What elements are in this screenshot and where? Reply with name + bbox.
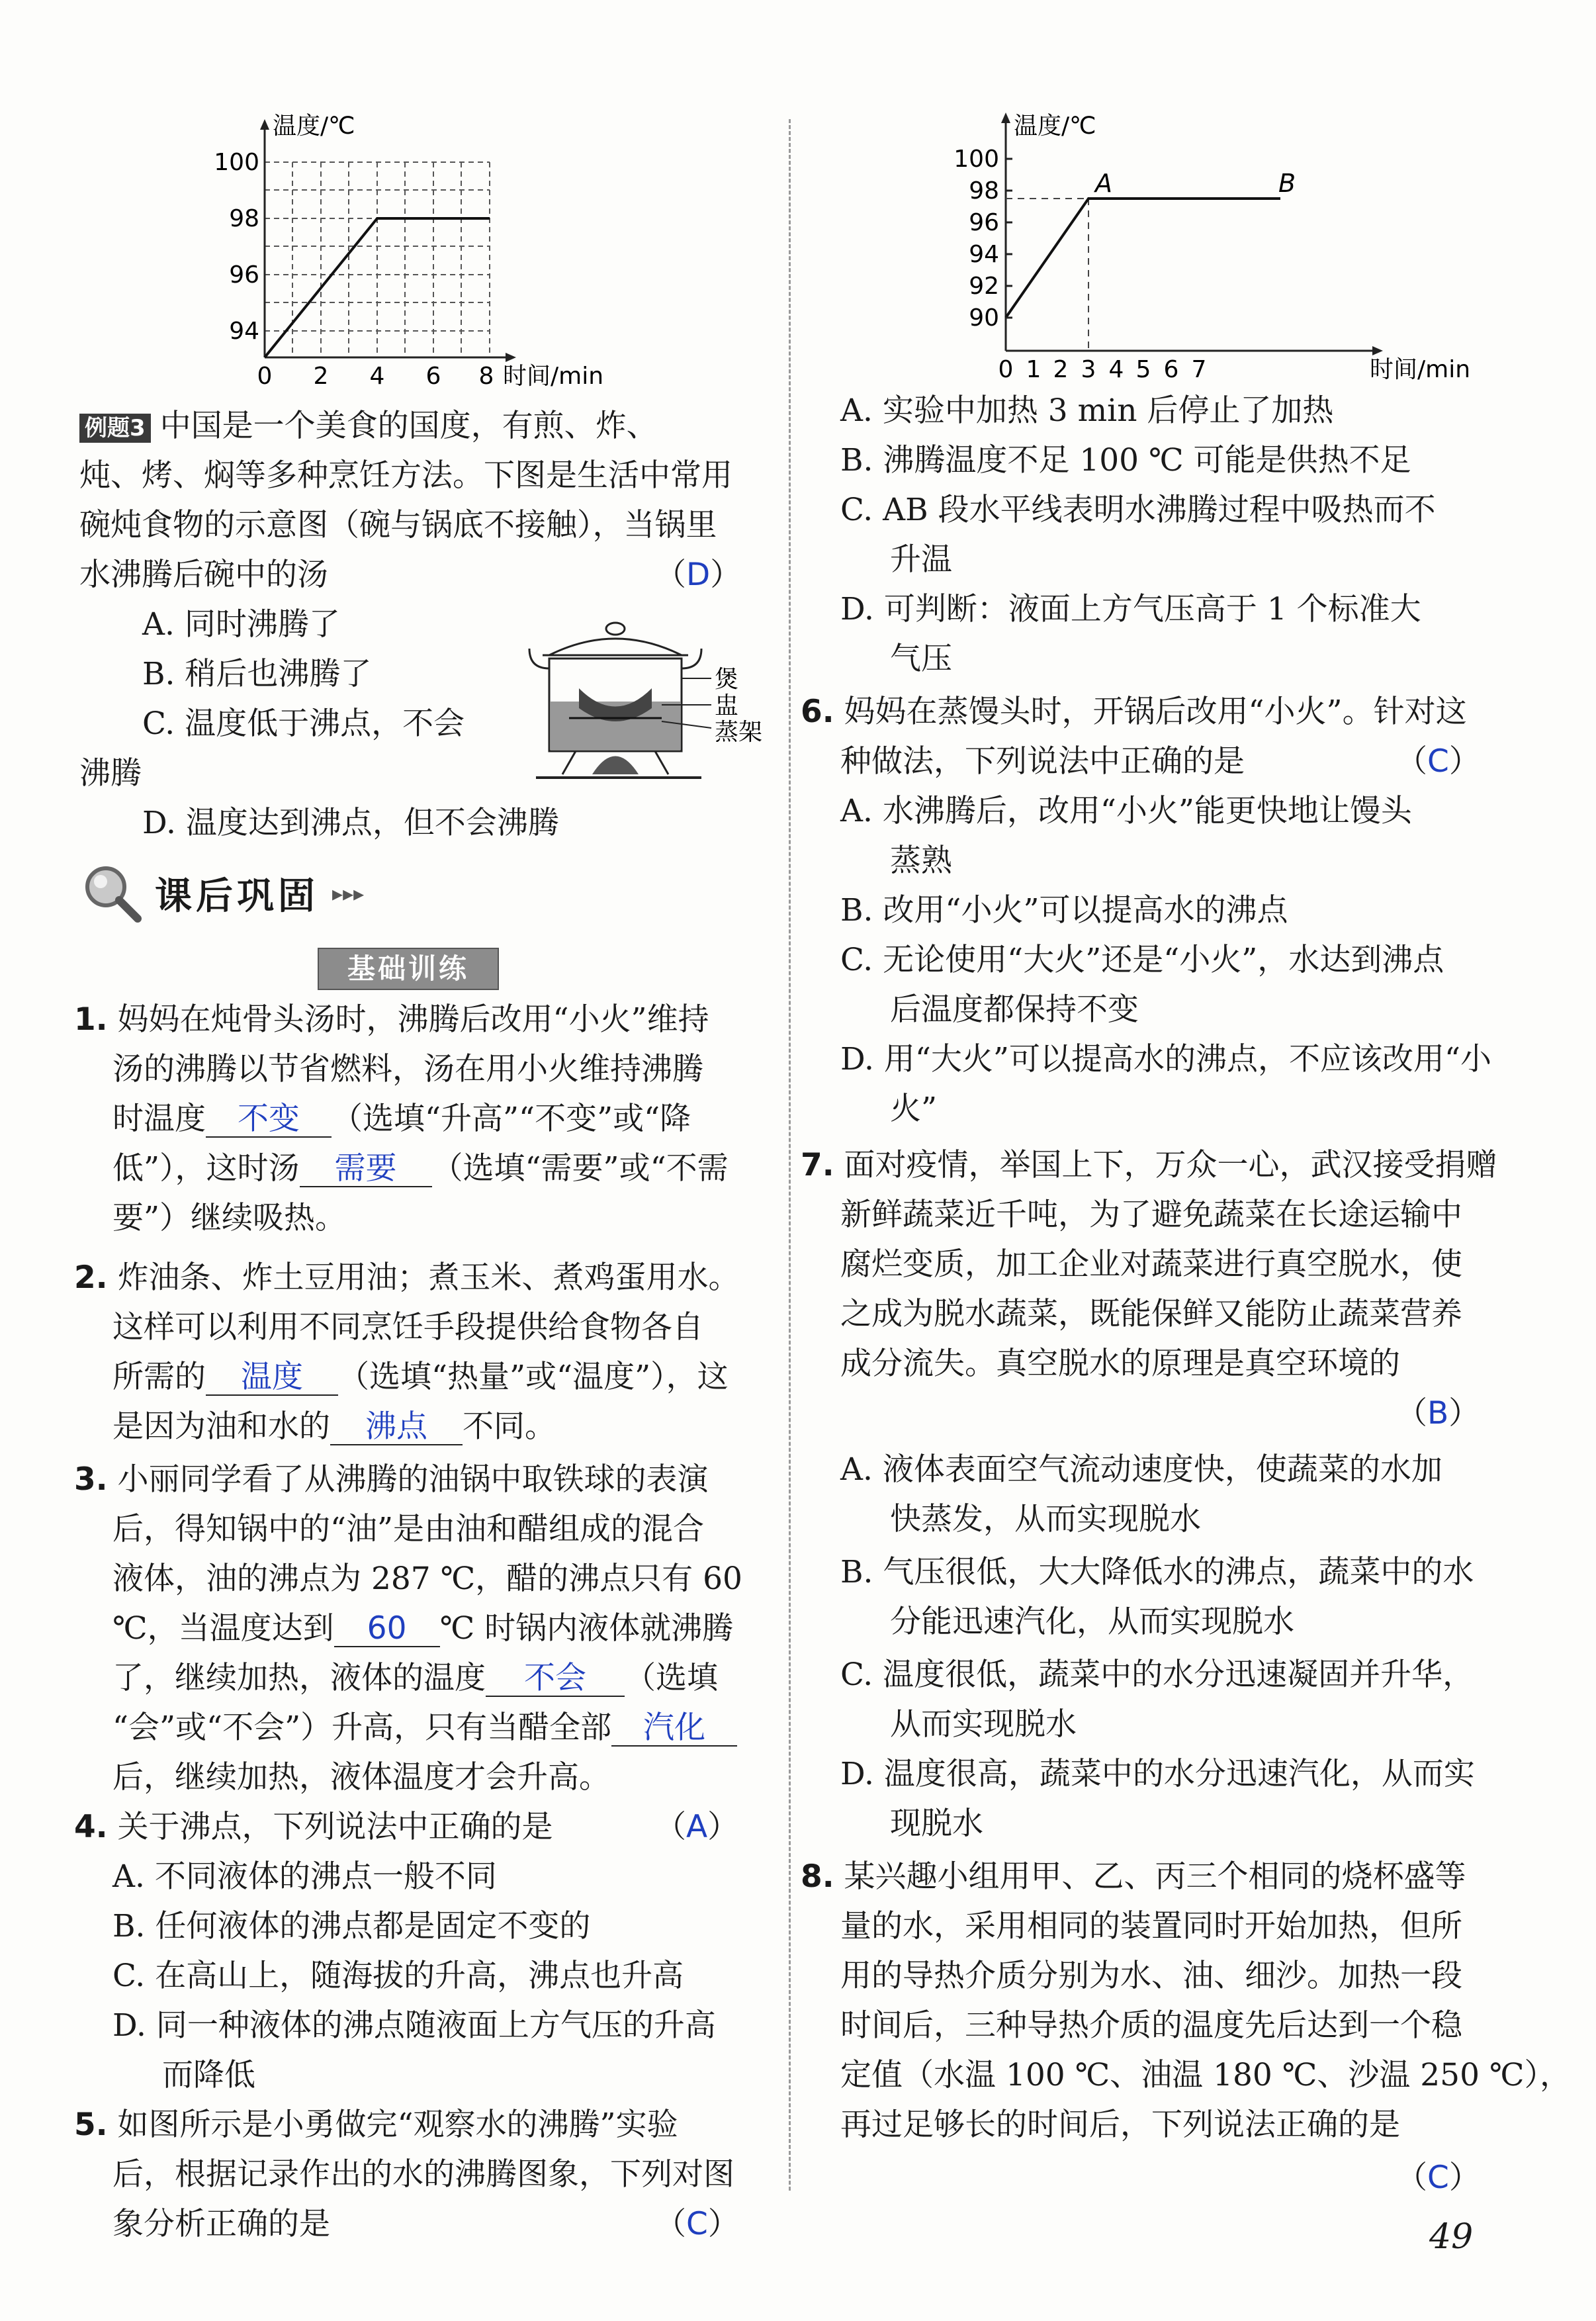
graph2-ytick: 98 <box>969 177 999 205</box>
q7-option-b-cont: 分能迅速汽化，从而实现脱水 <box>890 1604 1294 1640</box>
q1-line-2: 汤的沸腾以节省燃料，汤在用小火维持沸腾 <box>112 1051 703 1087</box>
pot-label-zhengjia: 蒸架 <box>715 719 763 746</box>
q6-option-d: D. 用“大火”可以提高水的沸点，不应该改用“小 <box>840 1041 1491 1077</box>
graph2-xtick: 7 <box>1191 356 1207 383</box>
graph2-point-b: B <box>1278 169 1296 198</box>
pot-label-zhong: 盅 <box>715 692 739 719</box>
q7-option-a-cont: 快蒸发，从而实现脱水 <box>890 1501 1201 1537</box>
graph2-xtick: 4 <box>1108 356 1124 383</box>
q5-option-d-cont: 气压 <box>890 641 952 677</box>
q6-option-c: C. 无论使用“大火”还是“小火”，水达到沸点 <box>840 942 1444 978</box>
q5-option-c-cont: 升温 <box>890 541 952 578</box>
graph1-xtick: 4 <box>369 363 385 390</box>
example3-line-1: 例题3 中国是一个美食的国度，有煎、炸、 <box>79 401 658 451</box>
graph1-ytick: 100 <box>214 149 259 176</box>
graph2-xtick: 0 <box>998 356 1014 383</box>
graph2-ytick: 90 <box>969 304 999 332</box>
pot-label-bao: 煲 <box>715 666 739 693</box>
q6-line-1: 6. 妈妈在蒸馒头时，开锅后改用“小火”。针对这 <box>801 694 1467 730</box>
q1-blank-2: 需要 <box>300 1152 432 1187</box>
pot-illustration <box>523 609 768 788</box>
q8-answer: （C） <box>1396 2160 1480 2196</box>
example3-option-c-cont: 沸腾 <box>79 755 142 792</box>
q5-line-1: 5. 如图所示是小勇做完“观察水的沸腾”实验 <box>74 2107 678 2143</box>
q2-line-4: 是因为油和水的 沸点 不同。 <box>112 1408 556 1445</box>
temperature-graph-1 <box>179 99 721 404</box>
example3-option-c: C. 温度低于沸点，不会 <box>142 705 465 742</box>
q5-line-2: 后，根据记录作出的水的沸腾图象，下列对图 <box>112 2156 734 2193</box>
graph2-ylabel: 温度/℃ <box>1014 113 1096 140</box>
example3-option-a: A. 同时沸腾了 <box>142 606 340 643</box>
q5-option-d: D. 可判断：液面上方气压高于 1 个标准大 <box>840 591 1421 627</box>
graph1-xtick: 8 <box>478 363 494 390</box>
q4-stem: 4. 关于沸点，下列说法中正确的是 <box>74 1809 553 1845</box>
magnifier-icon <box>79 860 146 927</box>
q4-option-b: B. 任何液体的沸点都是固定不变的 <box>112 1908 591 1944</box>
graph2-ytick: 94 <box>969 241 999 268</box>
graph2-xtick: 6 <box>1163 356 1179 383</box>
q3-line-2: 后，得知锅中的“油”是由油和醋组成的混合 <box>112 1511 705 1547</box>
graph2-xtick: 1 <box>1026 356 1042 383</box>
q7-line-1: 7. 面对疫情，举国上下，万众一心，武汉接受捐赠 <box>801 1147 1497 1183</box>
q8-line-1: 8. 某兴趣小组用甲、乙、丙三个相同的烧杯盛等 <box>801 1858 1466 1895</box>
q4-option-d-cont: 而降低 <box>162 2057 255 2093</box>
q2-line-2: 这样可以利用不同烹饪手段提供给食物各自 <box>112 1309 703 1345</box>
q5-option-a: A. 实验中加热 3 min 后停止了加热 <box>840 392 1334 429</box>
graph1-xtick: 0 <box>257 363 273 390</box>
q3-blank-1: 60 <box>334 1612 440 1647</box>
q1-line-1: 1. 妈妈在炖骨头汤时，沸腾后改用“小火”维持 <box>74 1001 709 1038</box>
graph1-xtick: 6 <box>425 363 441 390</box>
q4-option-a: A. 不同液体的沸点一般不同 <box>112 1858 497 1895</box>
q3-line-3: 液体，油的沸点为 287 ℃，醋的沸点只有 60 <box>112 1561 742 1597</box>
q1-blank-1: 不变 <box>206 1102 332 1138</box>
temperature-graph-2 <box>953 99 1548 384</box>
q7-option-d: D. 温度很高，蔬菜中的水分迅速汽化，从而实 <box>840 1756 1475 1792</box>
section-title: 课后巩固 <box>155 875 319 918</box>
q6-option-a: A. 水沸腾后，改用“小火”能更快地让馒头 <box>840 793 1412 829</box>
column-divider <box>789 119 791 2191</box>
q6-option-b: B. 改用“小火”可以提高水的沸点 <box>840 892 1288 929</box>
q4-option-d: D. 同一种液体的沸点随液面上方气压的升高 <box>112 2007 716 2044</box>
q1-line-4: 低”），这时汤 需要 （选填“需要”或“不需 <box>112 1150 729 1187</box>
q6-option-c-cont: 后温度都保持不变 <box>890 991 1139 1028</box>
graph1-ylabel: 温度/℃ <box>273 113 355 140</box>
q7-option-c-cont: 从而实现脱水 <box>890 1706 1077 1743</box>
q7-option-a: A. 液体表面空气流动速度快，使蔬菜的水加 <box>840 1451 1442 1488</box>
q5-option-b: B. 沸腾温度不足 100 ℃ 可能是供热不足 <box>840 442 1411 478</box>
graph1-ytick: 96 <box>229 261 259 289</box>
q2-blank-1: 温度 <box>206 1360 338 1396</box>
q5-line-3: 象分析正确的是 <box>112 2206 330 2242</box>
example3-badge: 例题3 <box>79 414 151 443</box>
q3-line-1: 3. 小丽同学看了从沸腾的油锅中取铁球的表演 <box>74 1461 709 1498</box>
q3-line-6: “会”或“不会”）升高，只有当醋全部 汽化 <box>112 1703 737 1752</box>
q1-line-3: 时温度 不变 （选填“升高”“不变”或“降 <box>112 1101 691 1137</box>
graph2-ytick: 96 <box>969 209 999 236</box>
q1-line-5: 要”）继续吸热。 <box>112 1200 347 1236</box>
q8-line-5: 定值（水温 100 ℃、油温 180 ℃、沙温 250 ℃）， <box>840 2057 1571 2093</box>
q4-option-c: C. 在高山上，随海拔的升高，沸点也升高 <box>112 1958 684 1994</box>
q8-line-6: 再过足够长的时间后，下列说法正确的是 <box>840 2107 1400 2143</box>
graph2-xtick: 3 <box>1081 356 1096 383</box>
graph1-ytick: 94 <box>229 318 259 345</box>
q5-answer: （C） <box>655 2206 739 2242</box>
graph1-ytick: 98 <box>229 205 259 232</box>
graph2-xlabel: 时间/min <box>1370 356 1471 383</box>
q7-line-3: 腐烂变质，加工企业对蔬菜进行真空脱水，使 <box>840 1246 1462 1283</box>
section-subtitle: 基础训练 <box>318 948 499 990</box>
example3-line-2: 炖、烤、焖等多种烹饪方法。下图是生活中常用 <box>79 457 732 494</box>
q2-line-1: 2. 炸油条、炸土豆用油；煮玉米、煮鸡蛋用水。 <box>74 1259 740 1296</box>
q4-answer: （A） <box>655 1809 739 1845</box>
graph2-point-a: A <box>1095 169 1112 198</box>
q7-option-b: B. 气压很低，大大降低水的沸点，蔬菜中的水 <box>840 1554 1474 1590</box>
graph2-ytick: 92 <box>969 273 999 300</box>
q7-answer: （B） <box>1396 1395 1480 1432</box>
graph2-xtick: 2 <box>1053 356 1069 383</box>
q6-option-a-cont: 蒸熟 <box>890 842 952 879</box>
q2-line-3: 所需的 温度 （选填“热量”或“温度”），这 <box>112 1359 729 1395</box>
q7-line-4: 之成为脱水蔬菜，既能保鲜又能防止蔬菜营养 <box>840 1296 1462 1332</box>
q7-option-d-cont: 现脱水 <box>890 1805 983 1842</box>
example3-option-d: D. 温度达到沸点，但不会沸腾 <box>142 805 559 841</box>
q6-line-2: 种做法，下列说法中正确的是 <box>840 743 1245 780</box>
q8-line-3: 用的导热介质分别为水、油、细沙。加热一段 <box>840 1958 1462 1994</box>
example3-line-4: 水沸腾后碗中的汤 <box>79 557 328 593</box>
example3-answer: （D） <box>655 557 742 593</box>
q7-line-5: 成分流失。真空脱水的原理是真空环境的 <box>840 1345 1400 1382</box>
q3-blank-2: 不会 <box>486 1661 625 1697</box>
q3-line-7: 后，继续加热，液体温度才会升高。 <box>112 1759 610 1796</box>
graph2-ytick: 100 <box>953 146 999 173</box>
q7-line-2: 新鲜蔬菜近千吨，为了避免蔬菜在长途运输中 <box>840 1197 1462 1233</box>
graph1-xlabel: 时间/min <box>503 363 604 390</box>
graph1-xtick: 2 <box>313 363 329 390</box>
q2-blank-2: 沸点 <box>330 1410 463 1445</box>
page-number: 49 <box>1429 2217 1474 2257</box>
q3-line-4: ℃，当温度达到 60 ℃ 时锅内液体就沸腾 <box>112 1610 734 1647</box>
q7-option-c: C. 温度很低，蔬菜中的水分迅速凝固并升华， <box>840 1657 1474 1693</box>
example3-option-b: B. 稍后也沸腾了 <box>142 656 372 692</box>
arrows-icon: ▸▸▸ <box>332 881 365 906</box>
example3-line-3: 碗炖食物的示意图（碗与锅底不接触），当锅里 <box>79 507 717 543</box>
q6-answer: （C） <box>1396 743 1480 780</box>
q6-option-d-cont: 火” <box>890 1091 938 1127</box>
q3-blank-3: 汽化 <box>611 1711 737 1747</box>
q3-line-5: 了，继续加热，液体的温度 不会 （选填 <box>112 1660 718 1696</box>
q5-option-c: C. AB 段水平线表明水沸腾过程中吸热而不 <box>840 492 1436 528</box>
section-header <box>79 860 364 927</box>
graph2-xtick: 5 <box>1135 356 1151 383</box>
q8-line-2: 量的水，采用相同的装置同时开始加热，但所 <box>840 1908 1462 1944</box>
q8-line-4: 时间后，三种导热介质的温度先后达到一个稳 <box>840 2007 1462 2044</box>
